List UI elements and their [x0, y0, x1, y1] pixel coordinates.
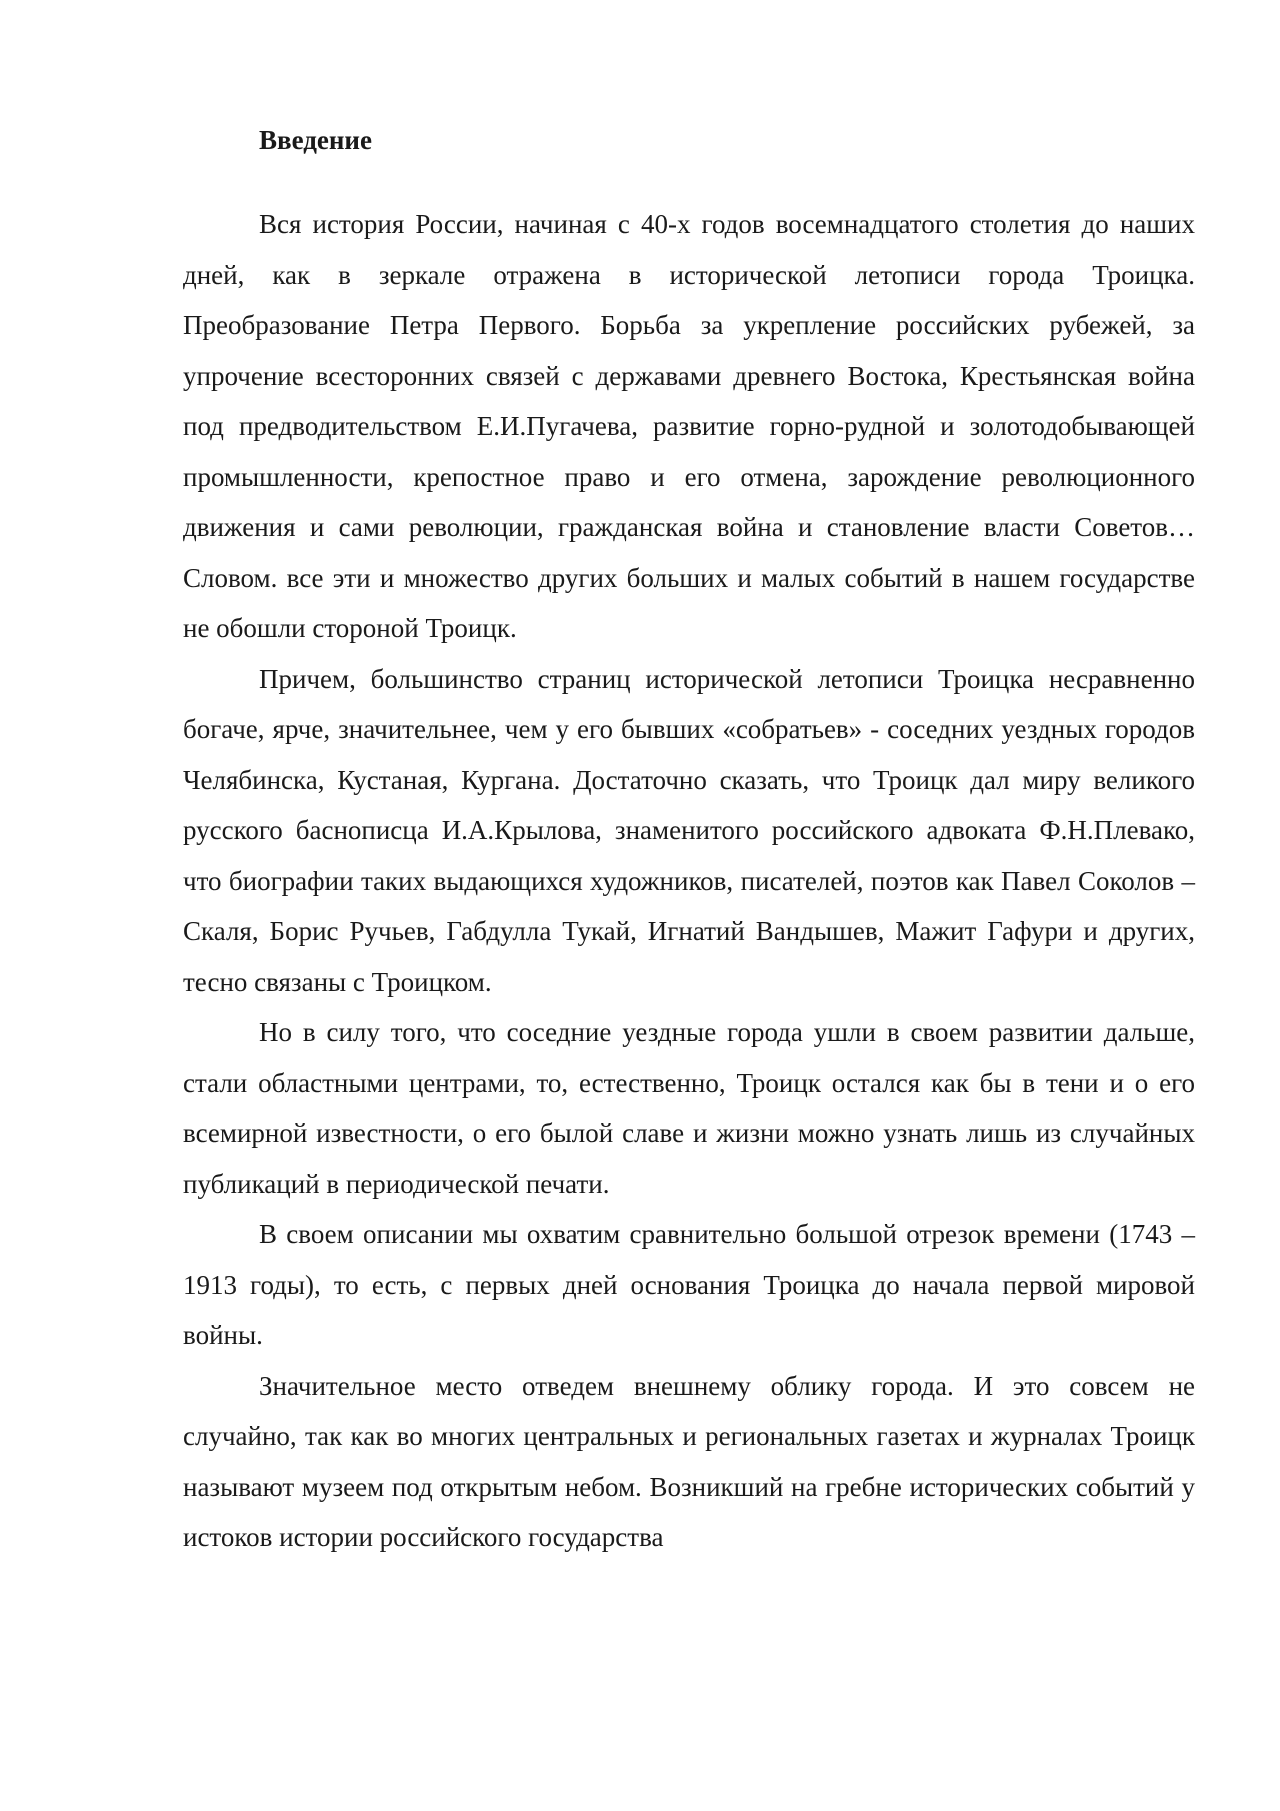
paragraph-1: Вся история России, начиная с 40-х годов восемнадцатого столетия до наших дней, как в зеркале отражена в исторической летописи города Троицка. Преобразование Петра Первого. Борьба за укрепление российских рубежей, за упрочение всесторонних связей с державами древнего Востока, Крестьянская война под предводительством Е.И.Пугачева, развитие горно-рудной и золотодобывающей промышленности, крепостное право и его отмена, зарождение революционного движения и сами революции, гражданская война и становление власти Советов…Словом. все эти и множество других больших и малых событий в нашем государстве не обошли стороной Троицк.: [183, 209, 1195, 643]
paragraph-3: Но в силу того, что соседние уездные города ушли в своем развитии дальше, стали областными центрами, то, естественно, Троицк остался как бы в тени и о его всемирной известности, о его былой славе и жизни можно узнать лишь из случайных публикаций в периодической печати.: [183, 1017, 1195, 1199]
document-body: [183, 120, 1195, 1563]
paragraph-5: Значительное место отведем внешнему облику города. И это совсем не случайно, так как во многих центральных и региональных газетах и журналах Троицк называют музеем под открытым небом. Возникший на гребне исторических событий у истоков истории российского государства: [183, 1370, 1195, 1552]
paragraph-2: Причем, большинство страниц исторической летописи Троицка несравненно богаче, ярче, значительнее, чем у его бывших «собратьев» - соседних уездных городов Челябинска, Кустаная, Кургана. Достаточно сказать, что Троицк дал миру великого русского баснописца И.А.Крылова, знаменитого российского адвоката Ф.Н.Плевако, что биографии таких выдающихся художников, писателей, поэтов как Павел Соколов – Скаля, Борис Ручьев, Габдулла Тукай, Игнатий Вандышев, Мажит Гафури и других, тесно связаны с Троицком.: [183, 663, 1195, 997]
section-heading: Введение: [259, 125, 372, 155]
paragraph-4: В своем описании мы охватим сравнительно большой отрезок времени (1743 – 1913 годы), то есть, с первых дней основания Троицка до начала первой мировой войны.: [183, 1219, 1195, 1350]
